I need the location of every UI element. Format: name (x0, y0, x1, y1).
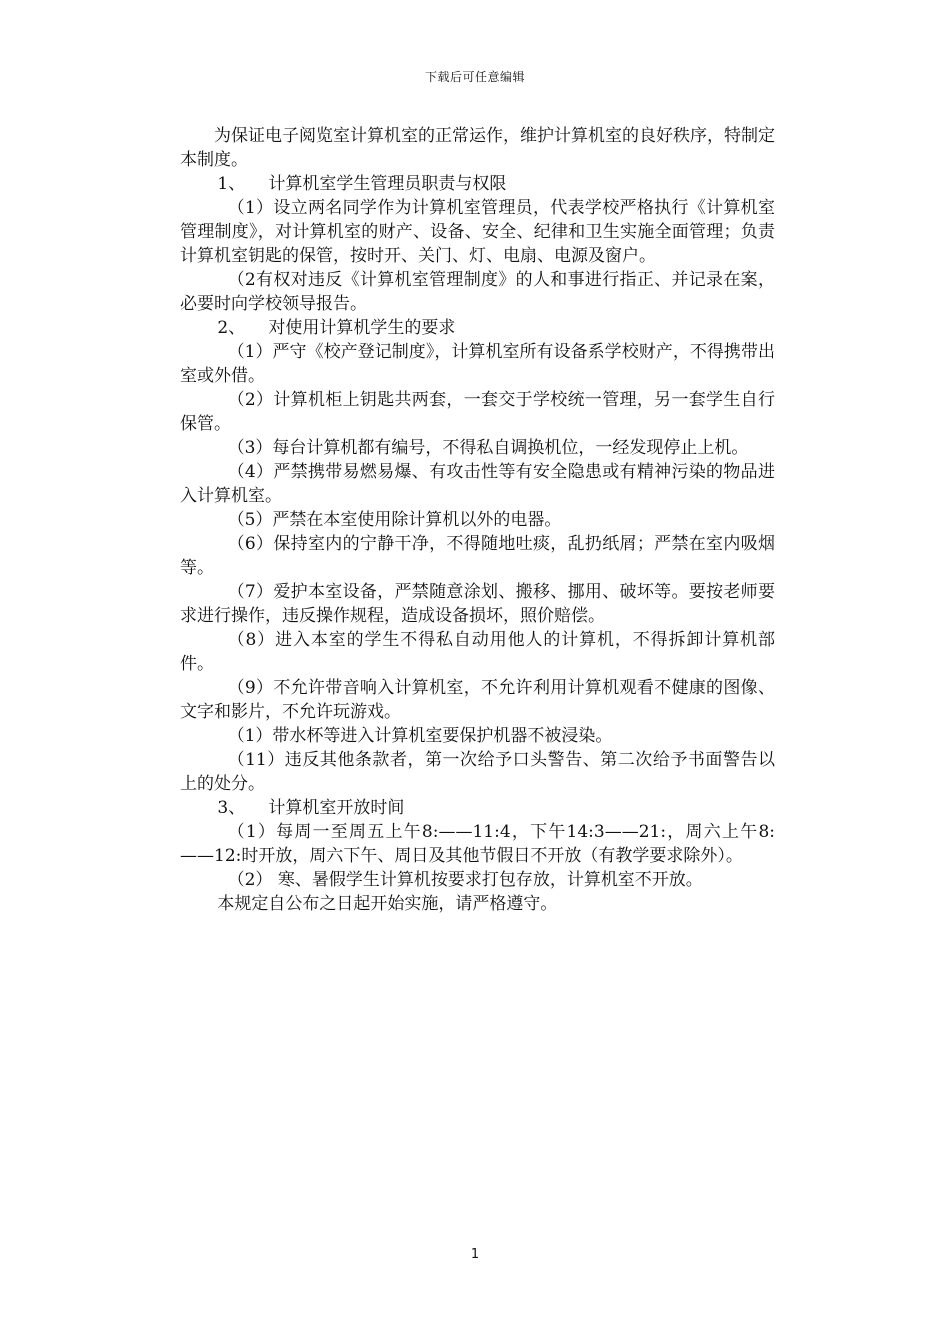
list-item: （2） 寒、暑假学生计算机按要求打包存放，计算机室不开放。 (227, 870, 703, 890)
list-item: （1）每周一至周五上午8:——11:4，下午14:3——21:，周六上午8:——12:时开放，周六下午、周日及其他节假日不开放（有教学要求除外）。 (180, 822, 775, 866)
section-heading-3 (180, 796, 775, 820)
section-number: 2、 (217, 318, 246, 338)
list-item: （1）严守《校产登记制度》，计算机室所有设备系学校财产，不得携带出室或外借。 (180, 342, 775, 386)
list-item: （1）设立两名同学作为计算机室管理员，代表学校严格执行《计算机室管理制度》，对计算机室的财产、设备、安全、纪律和卫生实施全面管理；负责计算机室钥匙的保管，按时开、关门、灯、电扇、电源及窗户。 (180, 198, 775, 266)
intro-paragraph: 为保证电子阅览室计算机室的正常运作，维护计算机室的良好秩序，特制定本制度。 (180, 126, 775, 170)
list-item: （6）保持室内的宁静干净，不得随地吐痰，乱扔纸屑；严禁在室内吸烟等。 (180, 534, 775, 578)
list-item: （1）带水杯等进入计算机室要保护机器不被浸染。 (227, 726, 613, 746)
document-body (180, 124, 775, 916)
list-item: （7）爱护本室设备，严禁随意涂划、搬移、挪用、破坏等。要按老师要求进行操作，违反操作规程，造成设备损坏，照价赔偿。 (180, 582, 775, 626)
list-item: （4）严禁携带易燃易爆、有攻击性等有安全隐患或有精神污染的物品进入计算机室。 (180, 462, 775, 506)
list-item: （8）进入本室的学生不得私自动用他人的计算机，不得拆卸计算机部件。 (180, 630, 775, 674)
closing-paragraph: 本规定自公布之日起开始实施，请严格遵守。 (217, 894, 558, 914)
section-heading-2 (180, 316, 775, 340)
list-item: （9）不允许带音响入计算机室，不允许利用计算机观看不健康的图像、文字和影片，不允许玩游戏。 (180, 678, 775, 722)
section-title: 计算机室开放时间 (268, 798, 405, 818)
list-item: （2有权对违反《计算机室管理制度》的人和事进行指正、并记录在案，必要时向学校领导报告。 (180, 270, 775, 314)
list-item: （2）计算机柜上钥匙共两套，一套交于学校统一管理，另一套学生自行保管。 (180, 390, 775, 434)
section-heading-1 (180, 172, 775, 196)
list-item: （5）严禁在本室使用除计算机以外的电器。 (227, 510, 562, 530)
page-header: 下载后可任意编辑 (424, 70, 525, 84)
section-number: 1、 (217, 174, 246, 194)
list-item: （11）违反其他条款者，第一次给予口头警告、第二次给予书面警告以上的处分。 (180, 750, 775, 794)
section-title: 对使用计算机学生的要求 (268, 318, 456, 338)
list-item: （3）每台计算机都有编号，不得私自调换机位，一经发现停止上机。 (227, 438, 749, 458)
section-title: 计算机室学生管理员职责与权限 (268, 174, 507, 194)
page-number: 1 (470, 1247, 480, 1262)
section-number: 3、 (217, 798, 246, 818)
